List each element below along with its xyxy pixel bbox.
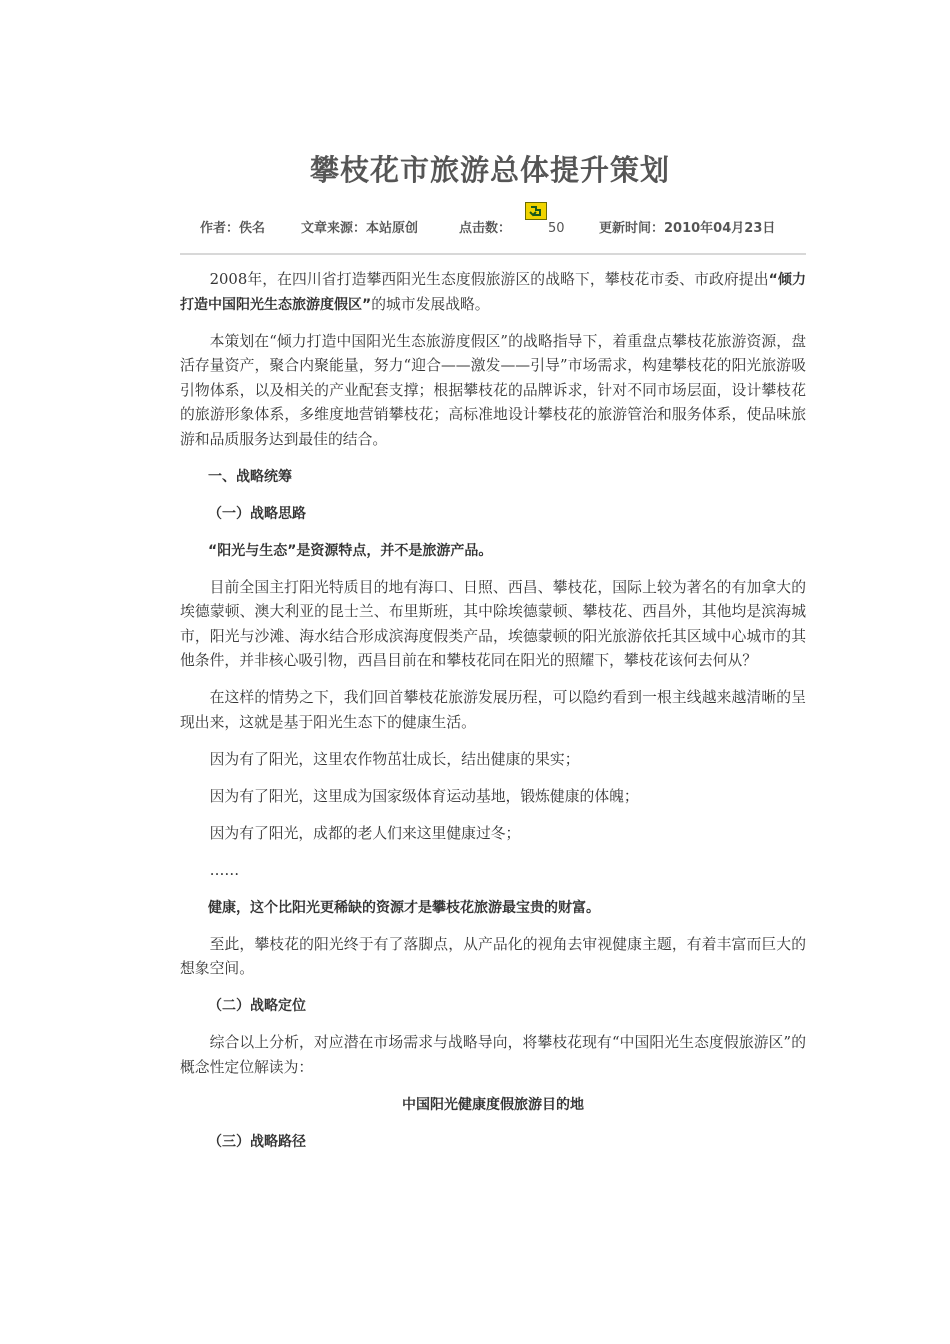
paragraph: 因为有了阳光，成都的老人们来这里健康过冬； bbox=[209, 824, 521, 842]
paragraph: 本策划在“倾力打造中国阳光生态旅游度假区”的战略指导下，着重盘点攀枝花旅游资源，盘活存量资产，聚合内聚能量，努力“迎合——激发——引导”市场需求，构建攀枝花的阳光旅游吸引物体系，以及相关的产业配套支撑；根据攀枝花的品牌诉求，针对不同市场层面，设计攀枝花的旅游形象体系，多维度地营销攀枝花；高标准地设计攀枝花的旅游管治和服务体系，使品味旅游和品质服务达到最佳的结合。 bbox=[180, 332, 806, 448]
paragraph: 因为有了阳光，这里成为国家级体育运动基地，锻炼健康的体魄； bbox=[209, 787, 639, 805]
paragraph: …… bbox=[209, 861, 240, 879]
meta-hits-value: 50 bbox=[548, 221, 565, 236]
paragraph: 至此，攀枝花的阳光终于有了落脚点，从产品化的视角去审视健康主题，有着丰富而巨大的想象空间。 bbox=[180, 935, 806, 977]
positioning-statement: 中国阳光健康度假旅游目的地 bbox=[402, 1096, 584, 1113]
subsection-heading: （一）战略思路 bbox=[208, 505, 306, 522]
meta-author: 作者：佚名 bbox=[200, 221, 266, 236]
title-divider bbox=[180, 253, 806, 255]
meta-source: 文章来源：本站原创 bbox=[301, 221, 419, 236]
section-heading: 一、战略统筹 bbox=[208, 468, 292, 485]
paragraph: 在这样的情势之下，我们回首攀枝花旅游发展历程，可以隐约看到一根主线越来越清晰的呈现出来，这就是基于阳光生态下的健康生活。 bbox=[180, 689, 806, 731]
paragraph-text: 2008年，在四川省打造攀西阳光生态度假旅游区的战略下，攀枝花市委、市政府提出 bbox=[209, 271, 769, 288]
hit-counter-icon-glyph bbox=[529, 205, 543, 217]
key-statement: 健康，这个比阳光更稀缺的资源才是攀枝花旅游最宝贵的财富。 bbox=[208, 899, 600, 916]
key-statement: “阳光与生态”是资源特点，并不是旅游产品。 bbox=[208, 542, 493, 559]
article-title: 攀枝花市旅游总体提升策划 bbox=[309, 153, 670, 187]
article-body bbox=[180, 268, 806, 1167]
meta-hits-label: 点击数： bbox=[459, 221, 512, 236]
paragraph bbox=[180, 268, 806, 317]
paragraph: 因为有了阳光，这里农作物茁壮成长，结出健康的果实； bbox=[209, 750, 580, 768]
subsection-heading: （三）战略路径 bbox=[208, 1133, 306, 1150]
subsection-heading: （二）战略定位 bbox=[208, 998, 306, 1014]
meta-updated: 更新时间：2010年04月23日 bbox=[599, 221, 776, 236]
paragraph-text: 的城市发展战略。 bbox=[371, 295, 490, 313]
paragraph: 目前全国主打阳光特质目的地有海口、日照、西昌、攀枝花，国际上较为著名的有加拿大的埃德蒙顿、澳大利亚的昆士兰、布里斯班，其中除埃德蒙顿、攀枝花、西昌外，其他均是滨海城市，阳光与沙滩、海水结合形成滨海度假类产品，埃德蒙顿的阳光旅游依托其区域中心城市的其他条件，并非核心吸引物，西昌目前在和攀枝花同在阳光的照耀下，攀枝花该何去何从？ bbox=[180, 578, 806, 669]
emphasis-text: “倾力打造中国阳光生态旅游度假区” bbox=[180, 272, 806, 313]
paragraph: 综合以上分析，对应潜在市场需求与战略导向，将攀枝花现有“中国阳光生态度假旅游区”的概念性定位解读为： bbox=[180, 1034, 806, 1076]
article-meta bbox=[200, 218, 800, 240]
